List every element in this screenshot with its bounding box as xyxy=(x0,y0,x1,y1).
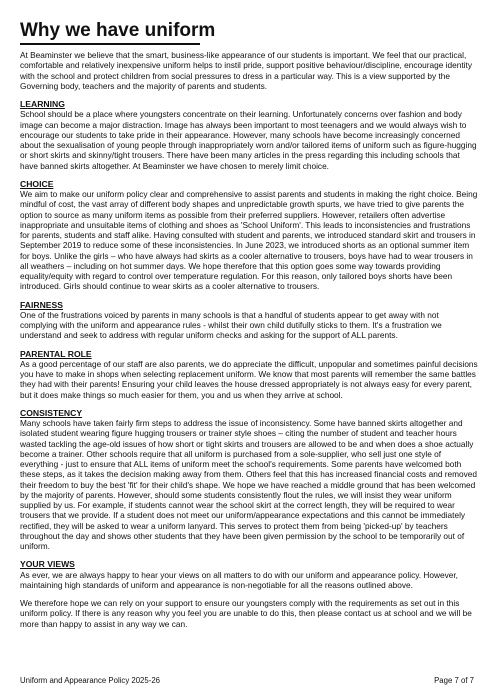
section-body-choice: We aim to make our uniform policy clear and comprehensive to assist parents and students in making the right choice. Being mindful of cost, the vast array of different body shapes and unpredictable growth spurts, we have tried to give parents the option to source as many uniform items as possible from their preferred suppliers. However, retailers often advertise inappropriate and unsuitable items of clothing and shoes as 'School Uniform'. This leads to inconsistencies and frustrations for parents, students and staff alike. Having consulted with student and parents, we introduced standard skirt and trousers in September 2019 to reduce some of these inconsistencies. In June 2023, we introduced shorts as an optional summer item for boys. Unlike the girls – who have always had skirts as a cooler alternative to trousers, boys have had to wear trousers in all weathers – including on hot summer days. We hope therefore that this option goes some way towards providing equality/equity with regard to control over temperature regulation. For this reason, only tailored boys shorts have been introduced. Girls should continue to wear skirts as a cooler alternative to trousers. xyxy=(20,189,478,292)
page-title: Why we have uniform xyxy=(20,20,216,41)
section-heading-fairness: FAIRNESS xyxy=(20,299,63,310)
title-underline xyxy=(20,43,200,45)
page-footer xyxy=(20,676,474,686)
section-heading-parental-role: PARENTAL ROLE xyxy=(20,348,92,359)
spacer xyxy=(20,341,478,349)
section-body-your-views: As ever, we are always happy to hear your views on all matters to do with our uniform and appearance policy. However, maintaining high standards of uniform and appearance is non-negotiable for all the reasons outlined above. xyxy=(20,569,458,590)
section-body-fairness: One of the frustrations voiced by parents in many schools is that a handful of students appear to get away with not complying with the uniform and appearance rules - whilst their own child dutifully sticks to them. It's a frustration we understand and seek to address with regular uniform checks and asking for the support of ALL parents. xyxy=(20,309,442,341)
spacer xyxy=(20,292,478,300)
spacer xyxy=(20,91,478,99)
spacer xyxy=(20,400,478,408)
footer-policy-title: Uniform and Appearance Policy 2025-26 xyxy=(20,676,160,685)
section-body-parental-role: As a good percentage of our staff are also parents, we do appreciate the difficult, unpopular and sometimes painful decisions you have to make in shops when selecting replacement uniform. We know that most parents will remember the same battles they had with their parents! Ensuring your child leaves the house dressed appropriately is not always easy for every parent, but it does make things so much easier for them, you and us when they arrive at school. xyxy=(20,358,478,400)
section-heading-your-views: YOUR VIEWS xyxy=(20,559,75,570)
spacer xyxy=(20,551,478,559)
section-heading-learning: LEARNING xyxy=(20,99,65,109)
footer-page-number: Page 7 of 7 xyxy=(434,676,474,685)
intro-paragraph: At Beaminster we believe that the smart, business-like appearance of our students is important. We feel that our practical, comfortable and relatively inexpensive uniform helps to instil pride, support positive behaviour/discipline, encourage identity with the school and protect children from social pressures to dress in a particular way. This is a view supported by the Governing body, teachers and the majority of parents and students. xyxy=(20,50,472,91)
closing-paragraph: We therefore hope we can rely on your support to ensure our youngsters comply with the requirements as set out in this uniform policy. If there is any reason why you feel you are unable to do this, then please contact us at school and we will be more than happy to assist in any way we can. xyxy=(20,598,472,629)
spacer xyxy=(20,590,478,598)
section-heading-choice: CHOICE xyxy=(20,178,54,189)
section-body-learning: School should be a place where youngsters concentrate on their learning. Unfortunately concerns over fashion and body image can become a major distraction. Image has always been important to most teenagers and we would always wish to encourage our students to take pride in their appearance. However, many schools have become increasingly concerned about the sexualisation of young people through inappropriately worn and/or tailored items of uniform such as figure-hugging or short skirts and skinny/tight trousers. There have been many articles in the press regarding this including schools that have banned skirts altogether. At Beaminster we have chosen to merely limit choice. xyxy=(20,109,477,171)
spacer xyxy=(20,171,478,179)
document-body xyxy=(20,50,478,629)
section-body-consistency: Many schools have taken fairly firm steps to address the issue of inconsistency. Some have banned skirts altogether and isolated student wearing figure hugging trousers or trainer style shoes – citing the number of student and teacher hours wasted tackling the age-old issues of how short or tight skirts and trousers are allowed to be and when does a shoe actually become a trainer. Other schools require that all uniform is purchased from a sole-supplier, who sell just one style of everything - just to ensure that ALL items of uniform meet the school's requirements. Some parents have welcomed both these steps, as it takes the decision making away from them. Others feel that this has increased financial costs and removed their freedom to buy the best 'fit' for their child's shape. We hope we have reached a middle ground that has been welcomed by the majority of parents. However, should some students consistently flout the rules, we will insist they wear uniform supplied by us. For example, if students cannot wear the school skirt at the correct length, they will be required to wear trousers that we provide. If a student does not meet our uniform/appearance expectations and this cannot be immediately rectified, they will be asked to wear a uniform lanyard. This serves to protect them from being 'picked-up' by teachers throughout the day and shows other students that they have been given permission by the school to be temporarily out of uniform. xyxy=(20,418,478,551)
section-heading-consistency: CONSISTENCY xyxy=(20,407,83,418)
